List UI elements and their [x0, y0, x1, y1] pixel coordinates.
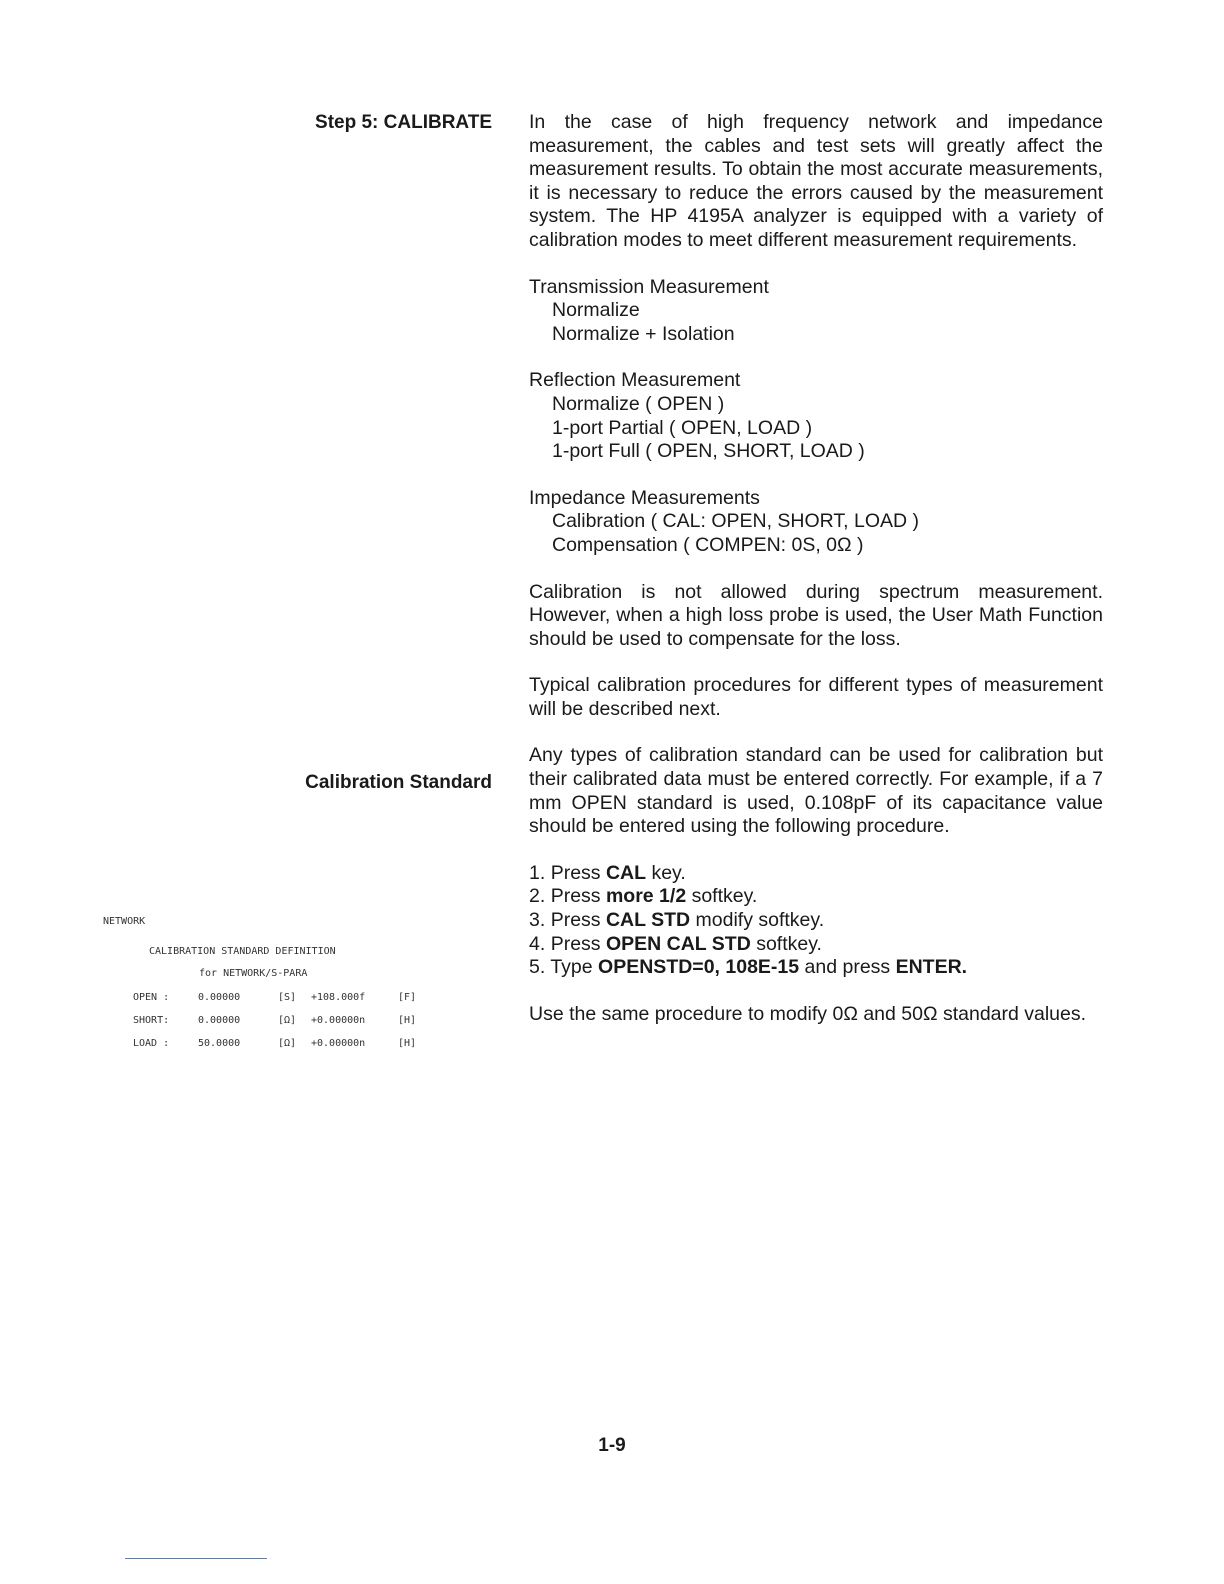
step-item: 5. Type OPENSTD=0, 108E-15 and press ENTER.	[529, 956, 968, 979]
step-item: 3. Press CAL STD modify softkey.	[529, 909, 825, 932]
page-number: 1-9	[598, 1435, 626, 1456]
impedance-item: Compensation ( COMPEN: 0S, 0Ω )	[552, 533, 864, 556]
reflection-group	[529, 369, 1103, 463]
impedance-item: Calibration ( CAL: OPEN, SHORT, LOAD )	[552, 510, 919, 533]
spectrum-note: Calibration is not allowed during spectrum measurement. However, when a high loss probe is used, the User Math Function should be used to compensate for the loss.	[529, 580, 1103, 650]
step-item: 1. Press CAL key.	[529, 861, 686, 884]
transmission-group	[529, 276, 1103, 347]
calibration-standard-paragraph: Any types of calibration standard can be used for calibration but their calibrated data must be entered correctly. For example, if a 7 mm OPEN standard is used, 0.108pF of its capacitance value should be entered using the following procedure.	[529, 744, 1103, 838]
procedure-steps	[529, 862, 1103, 980]
display-title: CALIBRATION STANDARD DEFINITION	[149, 946, 336, 957]
transmission-item: Normalize	[552, 299, 640, 322]
transmission-item: Normalize + Isolation	[552, 322, 735, 345]
main-column	[529, 111, 1103, 1026]
reflection-item: 1-port Partial ( OPEN, LOAD )	[552, 416, 813, 439]
reflection-item: Normalize ( OPEN )	[552, 392, 725, 415]
closing-paragraph: Use the same procedure to modify 0Ω and 50Ω standard values.	[529, 1002, 1087, 1025]
impedance-group	[529, 487, 1103, 558]
display-subtitle: for NETWORK/S-PARA	[199, 968, 308, 979]
impedance-title: Impedance Measurements	[529, 486, 760, 509]
step-item: 4. Press OPEN CAL STD softkey.	[529, 932, 822, 955]
step5-heading: Step 5: CALIBRATE	[315, 112, 492, 133]
transmission-title: Transmission Measurement	[529, 275, 769, 298]
footer-rule	[125, 1558, 267, 1559]
reflection-item: 1-port Full ( OPEN, SHORT, LOAD )	[552, 440, 865, 463]
calibration-standard-heading: Calibration Standard	[305, 772, 492, 793]
display-mode-label: NETWORK	[103, 916, 146, 927]
step-item: 2. Press more 1/2 softkey.	[529, 885, 758, 908]
typical-note: Typical calibration procedures for different types of measurement will be described next.	[529, 674, 1103, 720]
intro-paragraph: In the case of high frequency network and impedance measurement, the cables and test sets will greatly affect the measurement results. To obtain the most accurate measurements, it is necessary to reduce the errors caused by the measurement system. The HP 4195A analyzer is equipped with a variety of calibration modes to meet different measurement requirements.	[529, 111, 1103, 251]
reflection-title: Reflection Measurement	[529, 369, 741, 392]
